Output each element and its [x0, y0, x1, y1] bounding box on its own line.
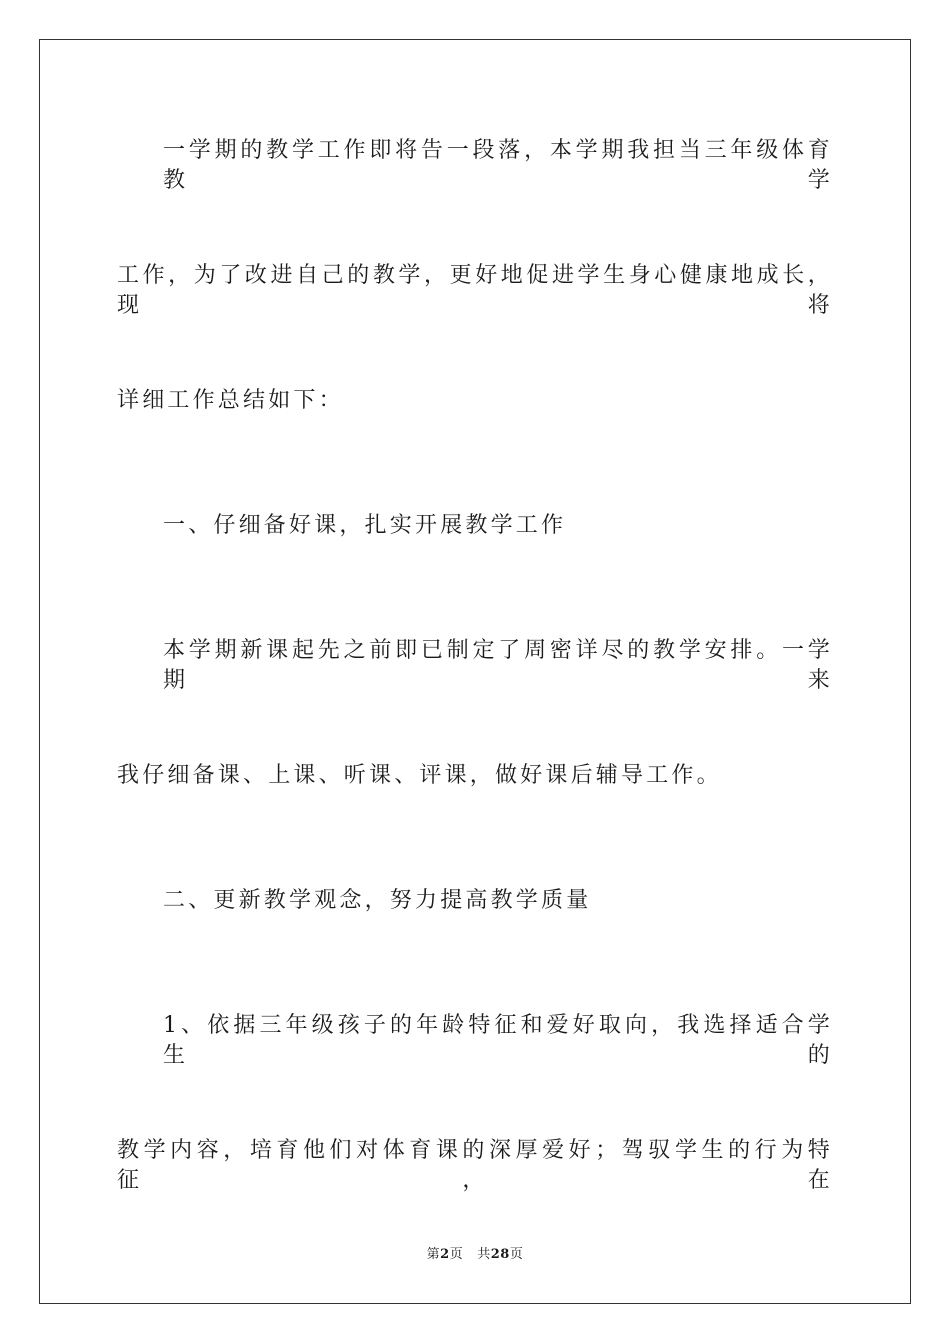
paragraph-1-line-1: 一学期的教学工作即将告一段落，本学期我担当三年级体育教学 — [163, 138, 833, 193]
paragraph-3-line-1: 1、依据三年级孩子的年龄特征和爱好取向，我选择适合学生的 — [163, 1013, 833, 1068]
section-heading-1: 一、仔细备好课，扎实开展教学工作 — [163, 513, 567, 538]
footer-page-suffix: 页 — [449, 1247, 464, 1262]
section-heading-2: 二、更新教学观念，努力提高教学质量 — [163, 888, 592, 913]
footer-total-prefix: 共 — [477, 1247, 491, 1262]
paragraph-1-line-2: 工作，为了改进自己的教学，更好地促进学生身心健康地成长，现将 — [117, 263, 833, 318]
footer-page-current: 2 — [440, 1247, 450, 1262]
paragraph-3-line-2: 教学内容，培育他们对体育课的深厚爱好；驾驭学生的行为特征，在 — [117, 1138, 833, 1193]
paragraph-2-line-2: 我仔细备课、上课、听课、评课，做好课后辅导工作。 — [117, 763, 722, 788]
footer-total-suffix: 页 — [509, 1247, 524, 1262]
paragraph-1-line-3: 详细工作总结如下： — [117, 388, 344, 413]
page-footer — [0, 1246, 950, 1264]
paragraph-2-line-1: 本学期新课起先之前即已制定了周密详尽的教学安排。一学期来 — [163, 638, 833, 693]
footer-page-total: 28 — [490, 1247, 510, 1262]
footer-page-prefix: 第 — [426, 1247, 441, 1262]
